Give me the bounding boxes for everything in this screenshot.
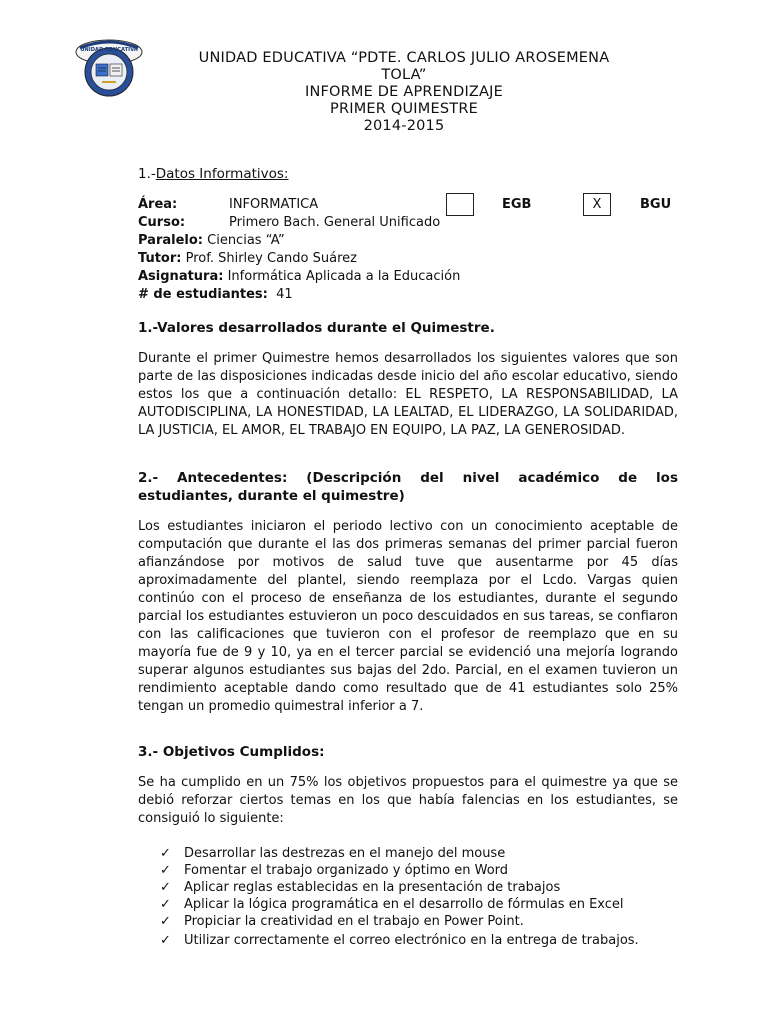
- curso-value: Primero Bach. General Unificado: [229, 215, 441, 230]
- objetivos-title: 3.- Objetivos Cumplidos:: [138, 744, 325, 760]
- list-item-text: Propiciar la creatividad en el trabajo en Power Point.: [184, 914, 524, 929]
- tutor-label: Tutor:: [138, 251, 182, 266]
- datos-title-num: 1.-: [138, 166, 156, 182]
- list-item-text: Aplicar reglas establecidas en la presentación de trabajos: [184, 880, 561, 895]
- document-header: [150, 50, 658, 135]
- header-line1: UNIDAD EDUCATIVA “PDTE. CARLOS JULIO AROSEMENA: [198, 50, 610, 66]
- check-icon: ✓: [160, 914, 171, 929]
- paralelo-label: Paralelo:: [138, 233, 203, 248]
- paralelo-row: [138, 232, 678, 250]
- objetivos-list: [138, 845, 678, 952]
- antecedentes-title: 2.- Antecedentes: (Descripción del nivel académico de los estudiantes, durante el quimestre): [138, 470, 678, 504]
- logo-text: UNIDAD EDUCATIVA: [80, 47, 138, 53]
- bgu-label: BGU: [640, 197, 672, 212]
- area-row: [138, 196, 678, 214]
- datos-informativos: [138, 196, 678, 304]
- header-line5: 2014-2015: [363, 118, 445, 134]
- check-icon: ✓: [160, 933, 171, 948]
- list-item-text: Utilizar correctamente el correo electrónico en la entrega de trabajos.: [184, 933, 639, 948]
- list-item-text: Aplicar la lógica programática en el desarrollo de fórmulas en Excel: [184, 897, 624, 912]
- datos-title: [138, 166, 288, 182]
- area-label: Área:: [138, 197, 178, 212]
- header-line4: PRIMER QUIMESTRE: [330, 101, 478, 117]
- list-item: [138, 862, 678, 879]
- curso-label: Curso:: [138, 215, 186, 230]
- header-line2: TOLA”: [381, 67, 427, 83]
- egb-label: EGB: [502, 197, 532, 212]
- list-item: [138, 913, 678, 930]
- list-item: [138, 896, 678, 913]
- header-line3: INFORME DE APRENDIZAJE: [304, 84, 504, 100]
- list-item: [138, 930, 678, 952]
- curso-row: [138, 214, 678, 232]
- valores-text: Durante el primer Quimestre hemos desarrollados los siguientes valores que son parte de las disposiciones indicadas desde inicio del año escolar educativo, siendo estos los que a continuación detallo: EL RESPETO, LA RESPONSABILIDAD, LA AUTODISCIPLINA, LA HONESTIDAD, LA LEALTAD, EL LIDERAZGO, LA SOLIDARIDAD, LA JUSTICIA, EL AMOR, EL TRABAJO EN EQUIPO, LA PAZ, LA GENEROSIDAD.: [138, 351, 678, 438]
- egb-checkbox: [446, 193, 474, 216]
- school-logo: [74, 38, 144, 100]
- check-icon: ✓: [160, 897, 171, 912]
- objetivos-text: Se ha cumplido en un 75% los objetivos propuestos para el quimestre ya que se debió reforzar ciertos temas en los que había falencias en los estudiantes, se consiguió lo siguiente:: [138, 775, 678, 826]
- list-item: [138, 879, 678, 896]
- bgu-checkbox: X: [583, 193, 611, 216]
- estudiantes-label: # de estudiantes:: [138, 287, 268, 302]
- check-icon: ✓: [160, 863, 171, 878]
- asignatura-row: [138, 268, 678, 286]
- tutor-value: Prof. Shirley Cando Suárez: [181, 251, 357, 266]
- datos-title-text: Datos Informativos:: [155, 166, 289, 182]
- paralelo-value: Ciencias “A”: [203, 233, 285, 248]
- list-item-text: Desarrollar las destrezas en el manejo del mouse: [184, 846, 506, 861]
- list-item: [138, 845, 678, 862]
- list-item-text: Fomentar el trabajo organizado y óptimo en Word: [184, 863, 509, 878]
- estudiantes-row: [138, 286, 678, 304]
- valores-title: 1.-Valores desarrollados durante el Quimestre.: [138, 320, 495, 336]
- check-icon: ✓: [160, 880, 171, 895]
- area-value: INFORMATICA: [229, 197, 319, 212]
- estudiantes-value: 41: [267, 287, 293, 302]
- asignatura-value: Informática Aplicada a la Educación: [223, 269, 461, 284]
- tutor-row: [138, 250, 678, 268]
- asignatura-label: Asignatura:: [138, 269, 224, 284]
- check-icon: ✓: [160, 846, 171, 861]
- antecedentes-text: Los estudiantes iniciaron el periodo lectivo con un conocimiento aceptable de computación que durante el las dos primeras semanas del primer parcial fueron afianzándose por motivos de salud tuve que ausentarme por 45 días aproximadamente del plantel, siendo reemplaza por el Lcdo. Vargas quien continúo con el proceso de enseñanza de los estudiantes, durante el segundo parcial los estudiantes estuvieron un poco descuidados en sus tareas, se confiaron con las calificaciones que tuvieron con el profesor de reemplazo que en su mayoría fue de 9 y 10, ya en el tercer parcial se evidenció una mejoría logrando superar algunos estudiantes sus bajas del 2do. Parcial, en el examen tuvieron un rendimiento aceptable dando como resultado que de 41 estudiantes solo 25% tengan un promedio quimestral inferior a 7.: [138, 519, 678, 714]
